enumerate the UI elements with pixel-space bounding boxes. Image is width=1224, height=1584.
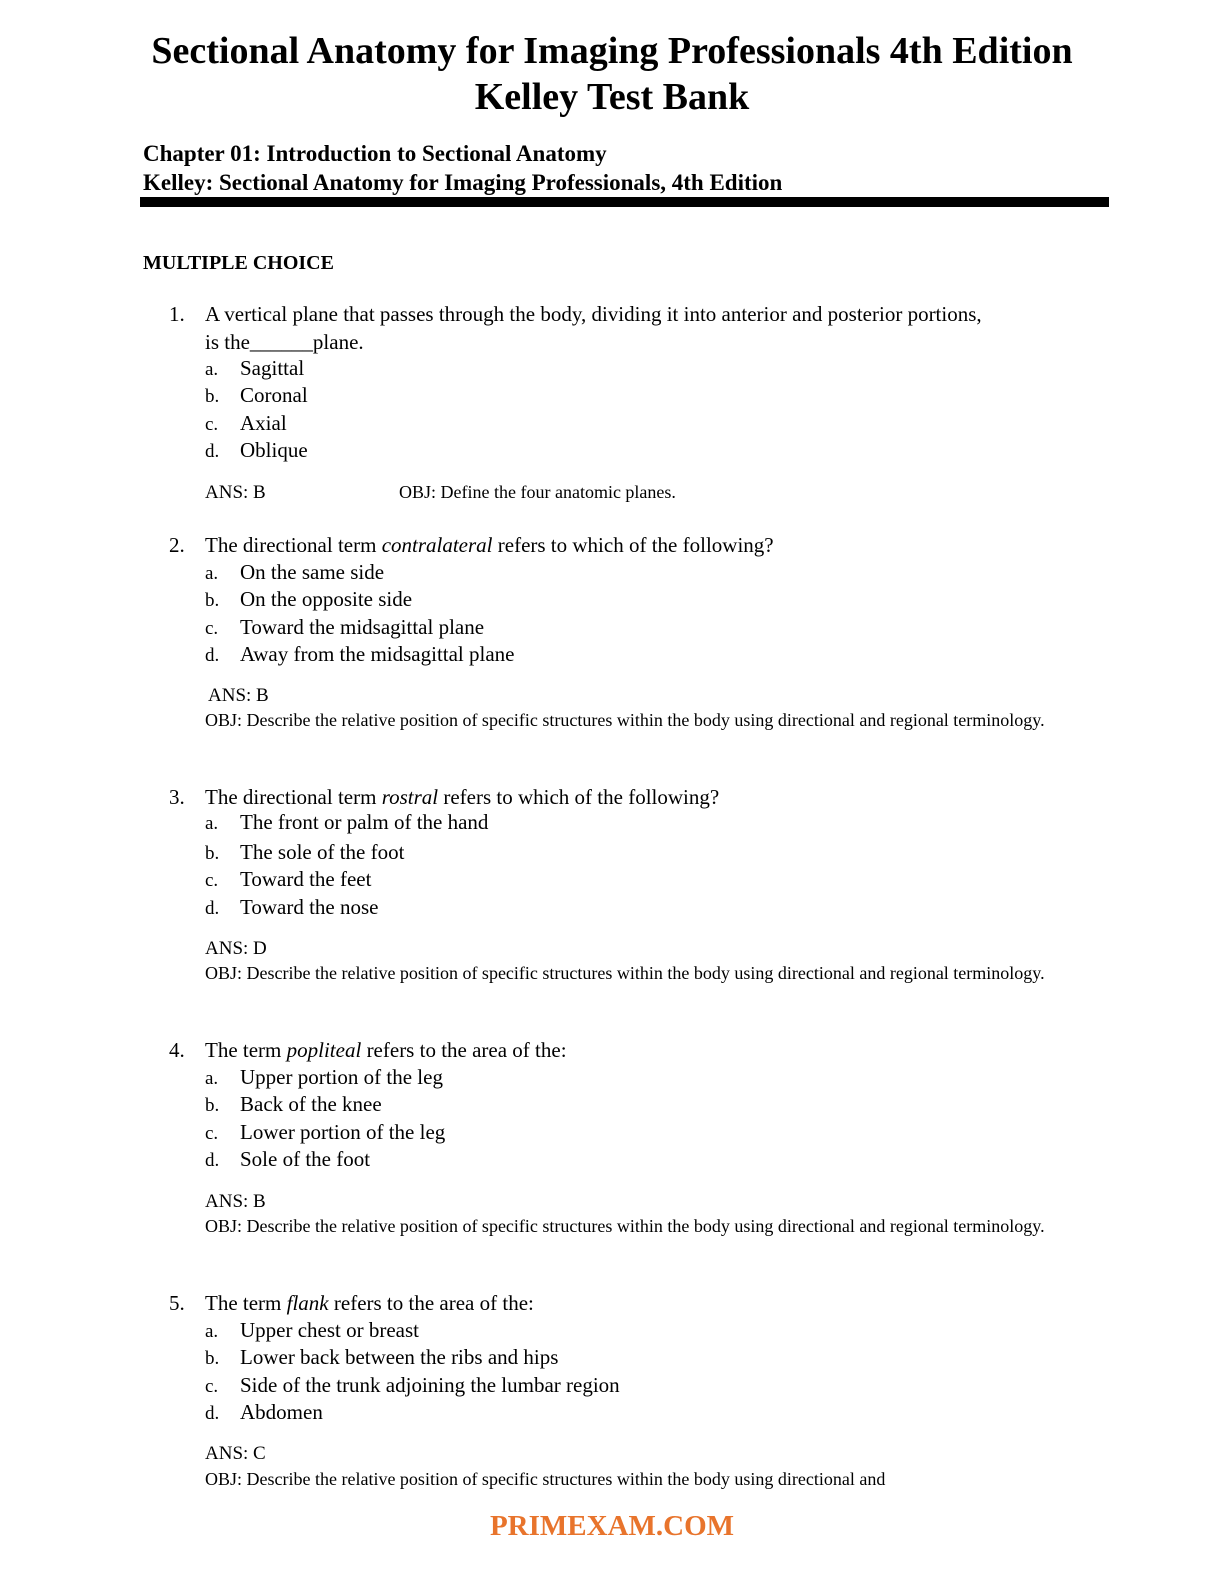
- answer: ANS: B: [205, 1191, 266, 1212]
- choice-letter: c.: [205, 870, 219, 891]
- question-number: 5.: [169, 1291, 185, 1315]
- stem-term: contralateral: [381, 533, 493, 557]
- choice-b: [205, 839, 404, 868]
- choice-b: [205, 1091, 382, 1120]
- choice-letter: a.: [205, 563, 219, 584]
- site-watermark: PRIMEXAM.COM: [489, 1510, 735, 1542]
- stem-text: refers to which of the following?: [492, 533, 774, 557]
- choice-d: [205, 1399, 323, 1428]
- question-number: 1.: [169, 302, 185, 326]
- choice-b: [205, 586, 412, 615]
- choice-d: [205, 641, 515, 670]
- choice-text: Toward the midsagittal plane: [240, 615, 485, 639]
- choice-a: [205, 355, 304, 384]
- choice-text: Lower portion of the leg: [240, 1120, 446, 1144]
- question-stem: [205, 1036, 1105, 1064]
- choice-text: Abdomen: [240, 1400, 323, 1424]
- choice-text: Toward the nose: [240, 895, 379, 919]
- stem-text: refers to which of the following?: [438, 785, 720, 809]
- choice-text: Axial: [240, 411, 287, 435]
- objective: OBJ: Describe the relative position of specific structures within the body using directional and regional terminology.: [205, 1216, 1045, 1236]
- choice-text: Sagittal: [240, 356, 305, 380]
- choice-c: [205, 1119, 445, 1148]
- stem-term: flank: [286, 1291, 329, 1315]
- question-number: 2.: [169, 533, 185, 557]
- question-stem-line: A vertical plane that passes through the body, dividing it into anterior and posterior portions,: [205, 302, 982, 326]
- choice-letter: c.: [205, 1123, 219, 1144]
- choice-text: On the opposite side: [240, 587, 413, 611]
- question-stem: [205, 783, 1105, 811]
- choice-text: The front or palm of the hand: [240, 810, 489, 834]
- choice-letter: b.: [205, 843, 220, 864]
- choice-letter: d.: [205, 441, 220, 462]
- choice-letter: d.: [205, 1150, 220, 1171]
- choice-letter: b.: [205, 1348, 220, 1369]
- choice-text: Sole of the foot: [240, 1147, 371, 1171]
- choice-letter: c.: [205, 414, 219, 435]
- answer: ANS: C: [205, 1443, 266, 1464]
- question-stem-line: is the______plane.: [205, 330, 364, 354]
- objective: OBJ: Describe the relative position of specific structures within the body using directional and: [205, 1469, 886, 1489]
- choice-letter: c.: [205, 1376, 219, 1397]
- answer: ANS: B: [205, 482, 266, 503]
- choice-text: Toward the feet: [240, 867, 372, 891]
- choice-c: [205, 410, 287, 439]
- choice-text: Away from the midsagittal plane: [240, 642, 515, 666]
- choice-text: On the same side: [240, 560, 385, 584]
- choice-letter: a.: [205, 813, 219, 834]
- choice-text: Lower back between the ribs and hips: [240, 1345, 559, 1369]
- choice-a: [205, 1064, 443, 1093]
- choice-letter: d.: [205, 645, 220, 666]
- objective: OBJ: Describe the relative position of specific structures within the body using directional and regional terminology.: [205, 710, 1045, 730]
- choice-letter: d.: [205, 1403, 220, 1424]
- objective: OBJ: Describe the relative position of specific structures within the body using directional and regional terminology.: [205, 963, 1045, 983]
- answer: ANS: D: [205, 938, 267, 959]
- stem-term: popliteal: [286, 1038, 362, 1062]
- choice-b: [205, 382, 308, 411]
- question-number: 4.: [169, 1038, 185, 1062]
- choice-letter: b.: [205, 386, 220, 407]
- document-title: Sectional Anatomy for Imaging Professionals 4th Edition: [151, 30, 1073, 72]
- choice-d: [205, 894, 379, 923]
- choice-text: Back of the knee: [240, 1092, 382, 1116]
- choice-text: Upper portion of the leg: [240, 1065, 443, 1089]
- document-subtitle: Kelley Test Bank: [474, 76, 750, 118]
- stem-text: refers to the area of the:: [361, 1038, 567, 1062]
- stem-term: rostral: [381, 785, 439, 809]
- choice-text: Oblique: [240, 438, 308, 462]
- question-stem: [205, 300, 1105, 356]
- choice-d: [205, 1146, 370, 1175]
- choice-a: [205, 559, 384, 588]
- choice-c: [205, 614, 484, 643]
- choice-b: [205, 1344, 558, 1373]
- book-title: Kelley: Sectional Anatomy for Imaging Professionals, 4th Edition: [143, 170, 783, 195]
- choice-a: [205, 1317, 419, 1346]
- answer: ANS: B: [208, 685, 269, 706]
- choice-letter: d.: [205, 898, 220, 919]
- stem-text: The directional term: [205, 533, 382, 557]
- choice-d: [205, 437, 308, 466]
- question-stem: [205, 531, 1105, 559]
- choice-letter: b.: [205, 590, 220, 611]
- choice-letter: a.: [205, 1321, 219, 1342]
- choice-text: Coronal: [240, 383, 308, 407]
- stem-text: refers to the area of the:: [328, 1291, 534, 1315]
- choice-letter: a.: [205, 359, 219, 380]
- question-stem: [205, 1289, 1105, 1317]
- chapter-title: Chapter 01: Introduction to Sectional Anatomy: [143, 141, 607, 166]
- choice-text: Upper chest or breast: [240, 1318, 420, 1342]
- choice-letter: c.: [205, 618, 219, 639]
- choice-letter: a.: [205, 1068, 219, 1089]
- choice-c: [205, 1372, 620, 1401]
- choice-letter: b.: [205, 1095, 220, 1116]
- question-number: 3.: [169, 785, 185, 809]
- choice-a: [205, 809, 488, 838]
- choice-c: [205, 866, 371, 895]
- stem-text: The term: [205, 1038, 287, 1062]
- choice-text: The sole of the foot: [240, 840, 405, 864]
- stem-text: The directional term: [205, 785, 382, 809]
- header-divider: [140, 197, 1109, 207]
- section-heading: MULTIPLE CHOICE: [143, 252, 334, 274]
- stem-text: The term: [205, 1291, 287, 1315]
- choice-text: Side of the trunk adjoining the lumbar region: [240, 1373, 620, 1397]
- objective: OBJ: Define the four anatomic planes.: [399, 482, 676, 502]
